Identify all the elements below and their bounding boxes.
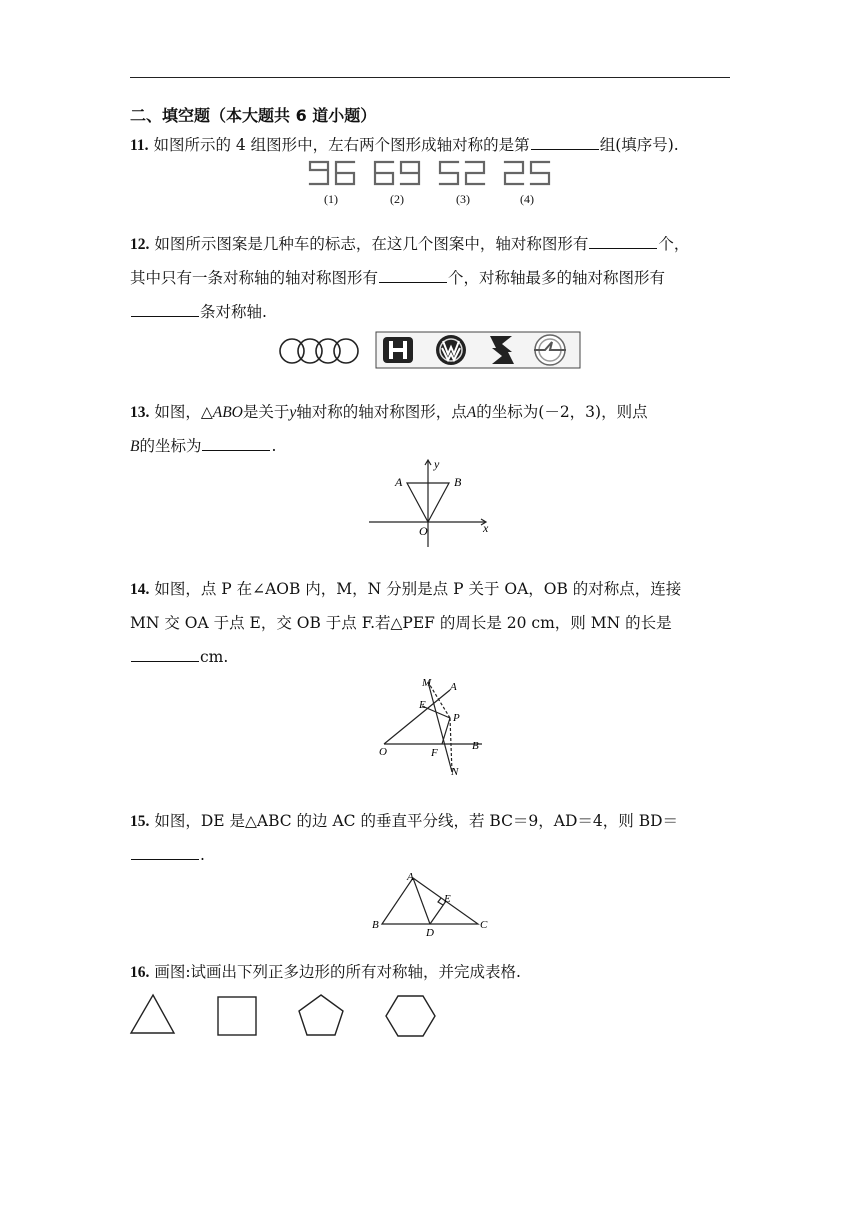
q12-blank-1[interactable]	[589, 234, 657, 249]
q11-label-1: (1)	[324, 192, 338, 206]
q14-label-o: O	[379, 746, 387, 758]
q13-line-2: B的坐标为 .	[130, 437, 277, 455]
q14-label-m: M	[422, 677, 432, 689]
q12-line-1: 12. 如图所示图案是几种车的标志，在这几个图案中，轴对称图形有 个，	[130, 235, 690, 253]
q15-label-e: E	[444, 893, 451, 905]
q15-label-c: C	[480, 919, 488, 931]
q12-blank-3[interactable]	[131, 302, 199, 317]
q14-label-b: B	[472, 740, 479, 752]
q14-label-f: F	[431, 747, 438, 759]
q11-pair-2	[375, 162, 419, 184]
q11-pair-1	[310, 162, 354, 184]
q11-answer-blank[interactable]	[531, 135, 599, 150]
opel-logo-icon	[534, 335, 566, 365]
pentagon-shape	[299, 995, 343, 1035]
q15-line-2: .	[130, 843, 730, 867]
q11-pair-3	[440, 162, 484, 184]
audi-rings-icon	[280, 339, 358, 363]
hexagon-shape	[386, 996, 435, 1036]
q11-label-3: (3)	[456, 192, 470, 206]
q14-label-a: A	[450, 681, 457, 693]
q15-answer-blank[interactable]	[131, 845, 199, 860]
volkswagen-logo-icon	[436, 335, 466, 365]
q15-label-b: B	[372, 919, 379, 931]
q14-label-e: E	[419, 699, 426, 711]
q15-label-d: D	[426, 927, 434, 939]
q12-line-3: 条对称轴.	[130, 300, 730, 324]
q11-label-4: (4)	[520, 192, 534, 206]
q13-label-y: y	[434, 457, 440, 471]
q16-polygons-figure	[126, 990, 446, 1042]
q14-label-n: N	[451, 766, 459, 778]
q13-label-b: B	[454, 475, 462, 489]
q15-line-1: 15. 如图，DE 是△ABC 的边 AC 的垂直平分线，若 BC＝9，AD＝4，则 BD＝	[130, 812, 679, 830]
q15-triangle-figure	[370, 870, 495, 940]
honda-logo-icon	[383, 337, 413, 363]
top-rule	[130, 77, 730, 78]
triangle-shape	[131, 995, 174, 1033]
q13-label-o: O	[419, 524, 428, 538]
q13-label-a: A	[395, 475, 403, 489]
q14-label-p: P	[453, 712, 460, 724]
q14-angle-figure	[374, 674, 494, 782]
q13-line-1: 13. 如图，△ABO是关于y轴对称的轴对称图形，点A的坐标为(－2，3)，则点	[130, 403, 648, 421]
square-shape	[218, 997, 256, 1035]
q12-line-2: 其中只有一条对称轴的轴对称图形有 个，对称轴最多的轴对称图形有	[130, 269, 666, 287]
section-title: 二、填空题（本大题共 6 道小题）	[130, 106, 377, 125]
q12-car-logos-figure	[276, 330, 586, 370]
q13-coordinate-figure	[365, 455, 495, 550]
q13-answer-blank[interactable]	[202, 436, 270, 451]
q16-line-1: 16. 画图:试画出下列正多边形的所有对称轴，并完成表格.	[130, 963, 521, 981]
q14-answer-blank[interactable]	[131, 647, 199, 662]
q11-text: 11. 如图所示的 4 组图形中，左右两个图形成轴对称的是第 组(填序号).	[130, 136, 679, 154]
q15-label-a: A	[407, 871, 414, 883]
q11-pair-4	[505, 162, 549, 184]
q13-label-x: x	[483, 521, 489, 535]
q12-blank-2[interactable]	[379, 268, 447, 283]
q14-line-2: MN 交 OA 于点 E，交 OB 于点 F.若△PEF 的周长是 20 cm，则 MN 的长是	[130, 614, 672, 632]
q11-label-2: (2)	[390, 192, 404, 206]
q14-line-3: cm.	[130, 645, 730, 669]
q14-line-1: 14. 如图，点 P 在∠AOB 内，M，N 分别是点 P 关于 OA，OB 的对称点，连接	[130, 580, 682, 598]
